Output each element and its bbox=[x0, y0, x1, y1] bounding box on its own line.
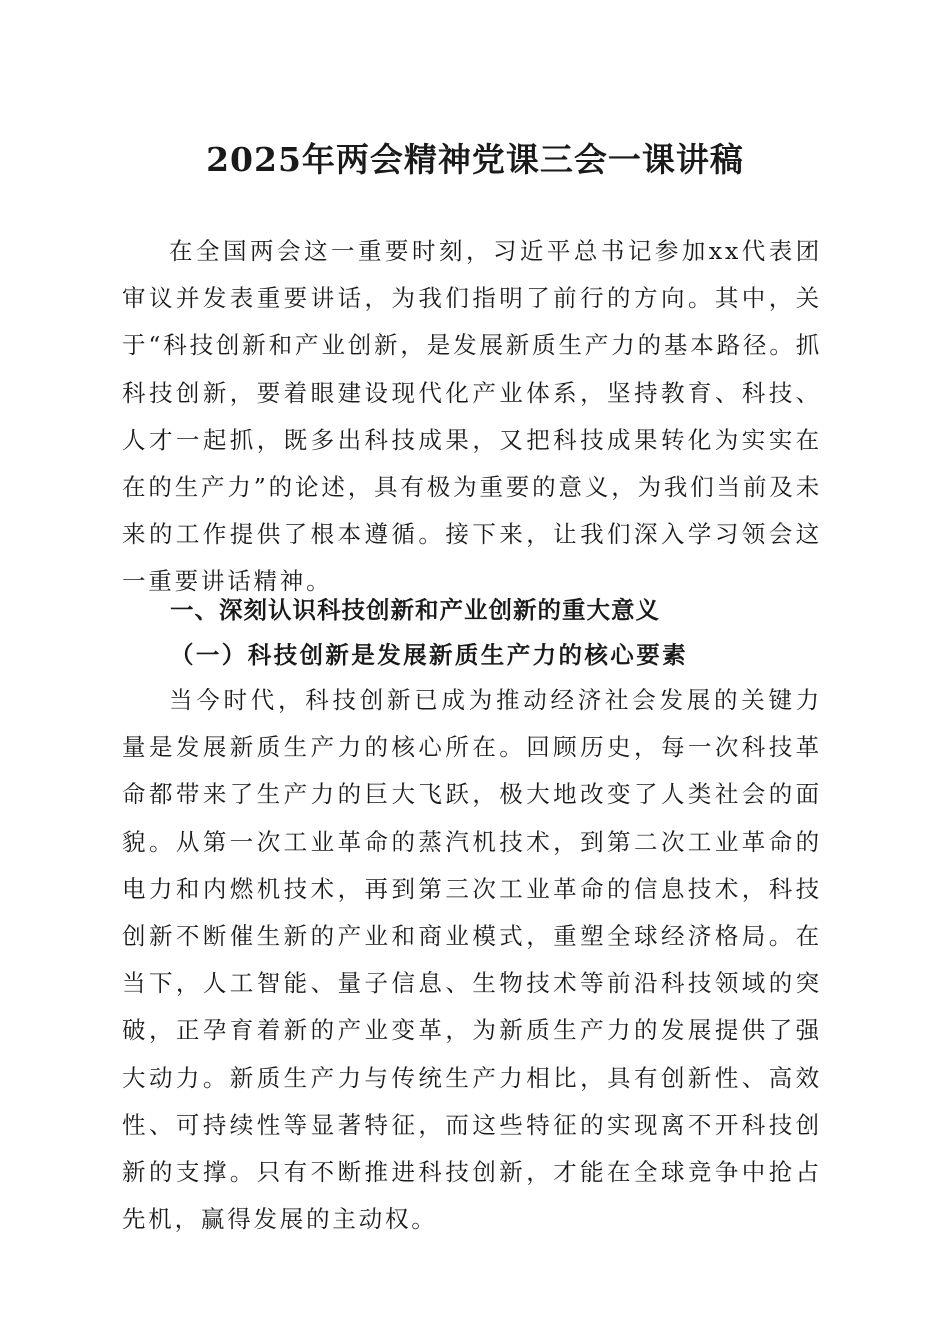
section-1-heading: 一、深刻认识科技创新和产业创新的重大意义 bbox=[170, 596, 660, 624]
document-title: 2025年两会精神党课三会一课讲稿 bbox=[206, 140, 744, 179]
intro-paragraph: 在全国两会这一重要时刻，习近平总书记参加xx代表团审议并发表重要讲话，为我们指明了前行的方向。其中，关于“科技创新和产业创新，是发展新质生产力的基本路径。抓科技创新，要着眼建设现代化产业体系，坚持教育、科技、人才一起抓，既多出科技成果，又把科技成果转化为实实在在的生产力”的论述，具有极为重要的意义，为我们当前及未来的工作提供了根本遵循。接下来，让我们深入学习领会这一重要讲话精神。 bbox=[122, 237, 822, 596]
subsection-1-heading: （一）科技创新是发展新质生产力的核心要素 bbox=[170, 641, 688, 669]
subsection-1-paragraph: 当今时代，科技创新已成为推动经济社会发展的关键力量是发展新质生产力的核心所在。回顾历史，每一次科技革命都带来了生产力的巨大飞跃，极大地改变了人类社会的面貌。从第一次工业革命的蒸汽机技术，到第二次工业革命的电力和内燃机技术，再到第三次工业革命的信息技术，科技创新不断催生新的产业和商业模式，重塑全球经济格局。在当下，人工智能、量子信息、生物技术等前沿科技领域的突破，正孕育着新的产业变革，为新质生产力的发展提供了强大动力。新质生产力与传统生产力相比，具有创新性、高效性、可持续性等显著特征，而这些特征的实现离不开科技创新的支撑。只有不断推进科技创新，才能在全球竞争中抢占先机，赢得发展的主动权。 bbox=[122, 686, 822, 1234]
